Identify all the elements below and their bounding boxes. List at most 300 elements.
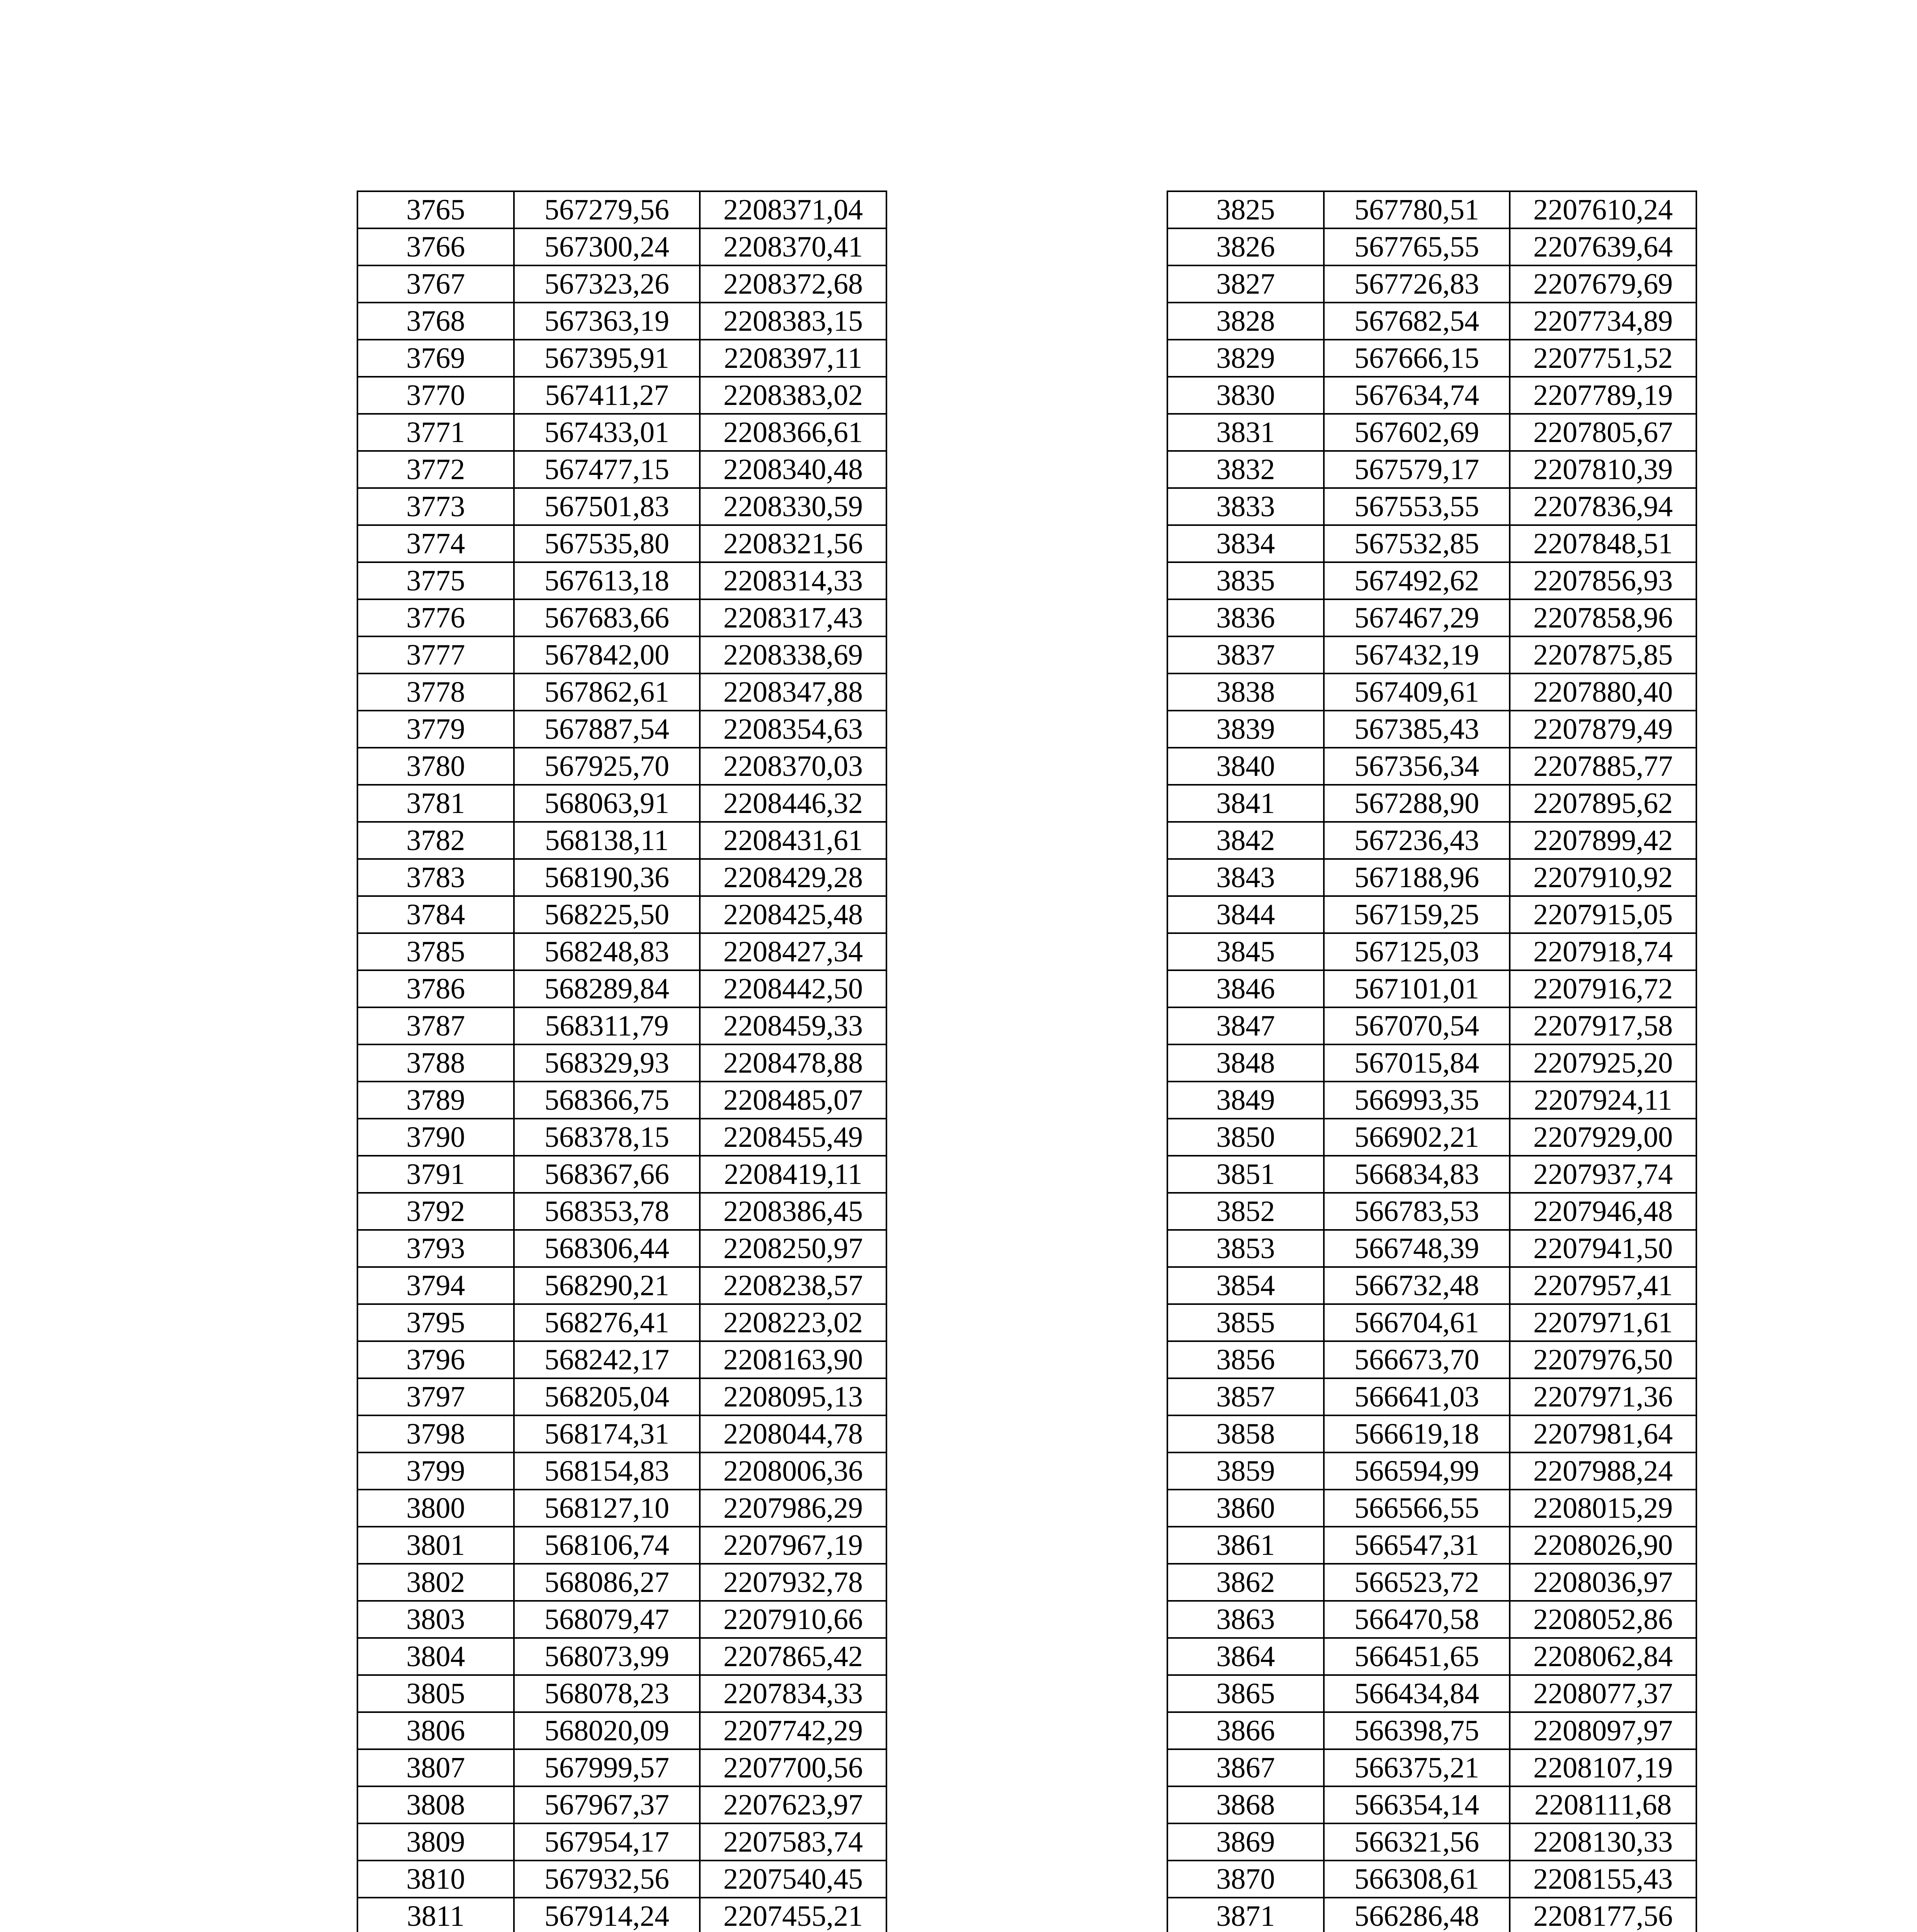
- point-number-cell: 3855: [1167, 1304, 1324, 1341]
- x-coordinate-cell: 566451,65: [1324, 1638, 1510, 1675]
- table-row: [1167, 1527, 1696, 1564]
- y-coordinate-cell: 2208036,97: [1510, 1564, 1696, 1601]
- point-number-cell: 3845: [1167, 933, 1324, 970]
- point-number-cell: 3870: [1167, 1861, 1324, 1898]
- table-row: [1167, 1712, 1696, 1749]
- y-coordinate-cell: 2207885,77: [1510, 748, 1696, 785]
- x-coordinate-cell: 566993,35: [1324, 1082, 1510, 1119]
- point-number-cell: 3783: [357, 859, 514, 896]
- y-coordinate-cell: 2208431,61: [700, 822, 886, 859]
- y-coordinate-cell: 2208442,50: [700, 970, 886, 1007]
- point-number-cell: 3837: [1167, 636, 1324, 673]
- y-coordinate-cell: 2208371,04: [700, 191, 886, 228]
- x-coordinate-cell: 567887,54: [514, 711, 700, 748]
- y-coordinate-cell: 2207971,36: [1510, 1378, 1696, 1415]
- y-coordinate-cell: 2208347,88: [700, 673, 886, 711]
- table-row: [357, 488, 886, 525]
- table-row: [357, 1193, 886, 1230]
- y-coordinate-cell: 2207805,67: [1510, 414, 1696, 451]
- y-coordinate-cell: 2208370,41: [700, 228, 886, 265]
- point-number-cell: 3840: [1167, 748, 1324, 785]
- table-row: [357, 303, 886, 340]
- table-row: [1167, 1564, 1696, 1601]
- y-coordinate-cell: 2208155,43: [1510, 1861, 1696, 1898]
- table-row: [357, 1638, 886, 1675]
- table-row: [357, 1564, 886, 1601]
- y-coordinate-cell: 2207899,42: [1510, 822, 1696, 859]
- point-number-cell: 3829: [1167, 340, 1324, 377]
- point-number-cell: 3842: [1167, 822, 1324, 859]
- point-number-cell: 3838: [1167, 673, 1324, 711]
- x-coordinate-cell: 568154,83: [514, 1452, 700, 1490]
- x-coordinate-cell: 568276,41: [514, 1304, 700, 1341]
- point-number-cell: 3826: [1167, 228, 1324, 265]
- x-coordinate-cell: 567409,61: [1324, 673, 1510, 711]
- x-coordinate-cell: 567683,66: [514, 599, 700, 636]
- point-number-cell: 3844: [1167, 896, 1324, 933]
- x-coordinate-cell: 568174,31: [514, 1415, 700, 1452]
- point-number-cell: 3853: [1167, 1230, 1324, 1267]
- point-number-cell: 3802: [357, 1564, 514, 1601]
- table-row: [357, 1601, 886, 1638]
- point-number-cell: 3803: [357, 1601, 514, 1638]
- x-coordinate-cell: 567501,83: [514, 488, 700, 525]
- x-coordinate-cell: 567477,15: [514, 451, 700, 488]
- table-row: [357, 191, 886, 228]
- x-coordinate-cell: 567070,54: [1324, 1007, 1510, 1044]
- table-row: [357, 785, 886, 822]
- y-coordinate-cell: 2207946,48: [1510, 1193, 1696, 1230]
- point-number-cell: 3794: [357, 1267, 514, 1304]
- table-row: [357, 711, 886, 748]
- table-row: [1167, 191, 1696, 228]
- table-row: [1167, 748, 1696, 785]
- table-row: [1167, 636, 1696, 673]
- y-coordinate-cell: 2207910,66: [700, 1601, 886, 1638]
- y-coordinate-cell: 2207679,69: [1510, 265, 1696, 303]
- y-coordinate-cell: 2208459,33: [700, 1007, 886, 1044]
- table-row: [357, 599, 886, 636]
- point-number-cell: 3767: [357, 265, 514, 303]
- table-row: [357, 1044, 886, 1082]
- x-coordinate-cell: 567467,29: [1324, 599, 1510, 636]
- y-coordinate-cell: 2208026,90: [1510, 1527, 1696, 1564]
- table-row: [1167, 1452, 1696, 1490]
- table-row: [357, 1490, 886, 1527]
- y-coordinate-cell: 2207988,24: [1510, 1452, 1696, 1490]
- y-coordinate-cell: 2208427,34: [700, 933, 886, 970]
- point-number-cell: 3865: [1167, 1675, 1324, 1712]
- x-coordinate-cell: 568079,47: [514, 1601, 700, 1638]
- y-coordinate-cell: 2208044,78: [700, 1415, 886, 1452]
- x-coordinate-cell: 568329,93: [514, 1044, 700, 1082]
- point-number-cell: 3857: [1167, 1378, 1324, 1415]
- table-row: [1167, 525, 1696, 562]
- y-coordinate-cell: 2208429,28: [700, 859, 886, 896]
- x-coordinate-cell: 566547,31: [1324, 1527, 1510, 1564]
- point-number-cell: 3769: [357, 340, 514, 377]
- table-row: [357, 1898, 886, 1932]
- x-coordinate-cell: 567579,17: [1324, 451, 1510, 488]
- point-number-cell: 3798: [357, 1415, 514, 1452]
- point-number-cell: 3774: [357, 525, 514, 562]
- x-coordinate-cell: 567999,57: [514, 1749, 700, 1786]
- x-coordinate-cell: 568190,36: [514, 859, 700, 896]
- x-coordinate-cell: 568138,11: [514, 822, 700, 859]
- y-coordinate-cell: 2208015,29: [1510, 1490, 1696, 1527]
- x-coordinate-cell: 567842,00: [514, 636, 700, 673]
- x-coordinate-cell: 566523,72: [1324, 1564, 1510, 1601]
- y-coordinate-cell: 2207924,11: [1510, 1082, 1696, 1119]
- table-row: [357, 340, 886, 377]
- x-coordinate-cell: 566308,61: [1324, 1861, 1510, 1898]
- table-row: [1167, 1490, 1696, 1527]
- table-row: [357, 1082, 886, 1119]
- point-number-cell: 3779: [357, 711, 514, 748]
- table-row: [1167, 228, 1696, 265]
- x-coordinate-cell: 568086,27: [514, 1564, 700, 1601]
- x-coordinate-cell: 567159,25: [1324, 896, 1510, 933]
- point-number-cell: 3827: [1167, 265, 1324, 303]
- table-row: [357, 414, 886, 451]
- x-coordinate-cell: 567780,51: [1324, 191, 1510, 228]
- x-coordinate-cell: 568242,17: [514, 1341, 700, 1378]
- table-row: [357, 636, 886, 673]
- point-number-cell: 3856: [1167, 1341, 1324, 1378]
- x-coordinate-cell: 567954,17: [514, 1823, 700, 1861]
- table-row: [357, 1786, 886, 1823]
- table-row: [1167, 1675, 1696, 1712]
- x-coordinate-cell: 567015,84: [1324, 1044, 1510, 1082]
- x-coordinate-cell: 568225,50: [514, 896, 700, 933]
- table-row: [357, 1452, 886, 1490]
- table-row: [1167, 711, 1696, 748]
- point-number-cell: 3854: [1167, 1267, 1324, 1304]
- x-coordinate-cell: 566354,14: [1324, 1786, 1510, 1823]
- table-row: [357, 970, 886, 1007]
- table-row: [1167, 451, 1696, 488]
- point-number-cell: 3846: [1167, 970, 1324, 1007]
- point-number-cell: 3777: [357, 636, 514, 673]
- y-coordinate-cell: 2207875,85: [1510, 636, 1696, 673]
- x-coordinate-cell: 567236,43: [1324, 822, 1510, 859]
- point-number-cell: 3852: [1167, 1193, 1324, 1230]
- y-coordinate-cell: 2208455,49: [700, 1119, 886, 1156]
- y-coordinate-cell: 2207540,45: [700, 1861, 886, 1898]
- point-number-cell: 3805: [357, 1675, 514, 1712]
- point-number-cell: 3800: [357, 1490, 514, 1527]
- x-coordinate-cell: 566594,99: [1324, 1452, 1510, 1490]
- y-coordinate-cell: 2207981,64: [1510, 1415, 1696, 1452]
- point-number-cell: 3791: [357, 1156, 514, 1193]
- table-row: [357, 451, 886, 488]
- y-coordinate-cell: 2208238,57: [700, 1267, 886, 1304]
- point-number-cell: 3847: [1167, 1007, 1324, 1044]
- table-row: [1167, 377, 1696, 414]
- point-number-cell: 3843: [1167, 859, 1324, 896]
- y-coordinate-cell: 2208163,90: [700, 1341, 886, 1378]
- point-number-cell: 3787: [357, 1007, 514, 1044]
- point-number-cell: 3863: [1167, 1601, 1324, 1638]
- y-coordinate-cell: 2208383,15: [700, 303, 886, 340]
- table-row: [1167, 822, 1696, 859]
- point-number-cell: 3864: [1167, 1638, 1324, 1675]
- table-row: [1167, 599, 1696, 636]
- table-row: [1167, 970, 1696, 1007]
- x-coordinate-cell: 568248,83: [514, 933, 700, 970]
- point-number-cell: 3780: [357, 748, 514, 785]
- x-coordinate-cell: 568106,74: [514, 1527, 700, 1564]
- x-coordinate-cell: 568367,66: [514, 1156, 700, 1193]
- y-coordinate-cell: 2208052,86: [1510, 1601, 1696, 1638]
- y-coordinate-cell: 2207917,58: [1510, 1007, 1696, 1044]
- point-number-cell: 3850: [1167, 1119, 1324, 1156]
- point-number-cell: 3808: [357, 1786, 514, 1823]
- point-number-cell: 3786: [357, 970, 514, 1007]
- x-coordinate-cell: 568020,09: [514, 1712, 700, 1749]
- point-number-cell: 3861: [1167, 1527, 1324, 1564]
- table-row: [1167, 1823, 1696, 1861]
- point-number-cell: 3768: [357, 303, 514, 340]
- y-coordinate-cell: 2207834,33: [700, 1675, 886, 1712]
- x-coordinate-cell: 567932,56: [514, 1861, 700, 1898]
- y-coordinate-cell: 2207583,74: [700, 1823, 886, 1861]
- table-row: [1167, 1601, 1696, 1638]
- point-number-cell: 3789: [357, 1082, 514, 1119]
- x-coordinate-cell: 568353,78: [514, 1193, 700, 1230]
- y-coordinate-cell: 2207932,78: [700, 1564, 886, 1601]
- table-row: [357, 1749, 886, 1786]
- x-coordinate-cell: 567634,74: [1324, 377, 1510, 414]
- x-coordinate-cell: 567602,69: [1324, 414, 1510, 451]
- y-coordinate-cell: 2208354,63: [700, 711, 886, 748]
- table-row: [357, 1341, 886, 1378]
- point-number-cell: 3773: [357, 488, 514, 525]
- point-number-cell: 3825: [1167, 191, 1324, 228]
- point-number-cell: 3862: [1167, 1564, 1324, 1601]
- x-coordinate-cell: 568063,91: [514, 785, 700, 822]
- table-row: [357, 1304, 886, 1341]
- y-coordinate-cell: 2207856,93: [1510, 562, 1696, 599]
- y-coordinate-cell: 2207751,52: [1510, 340, 1696, 377]
- x-coordinate-cell: 567666,15: [1324, 340, 1510, 377]
- y-coordinate-cell: 2208107,19: [1510, 1749, 1696, 1786]
- point-number-cell: 3775: [357, 562, 514, 599]
- table-row: [1167, 1193, 1696, 1230]
- y-coordinate-cell: 2207700,56: [700, 1749, 886, 1786]
- y-coordinate-cell: 2208340,48: [700, 451, 886, 488]
- table-row: [1167, 340, 1696, 377]
- table-row: [1167, 265, 1696, 303]
- y-coordinate-cell: 2208314,33: [700, 562, 886, 599]
- point-number-cell: 3833: [1167, 488, 1324, 525]
- table-row: [357, 822, 886, 859]
- y-coordinate-cell: 2208330,59: [700, 488, 886, 525]
- x-coordinate-cell: 566321,56: [1324, 1823, 1510, 1861]
- y-coordinate-cell: 2208485,07: [700, 1082, 886, 1119]
- x-coordinate-cell: 566398,75: [1324, 1712, 1510, 1749]
- y-coordinate-cell: 2208077,37: [1510, 1675, 1696, 1712]
- point-number-cell: 3771: [357, 414, 514, 451]
- point-number-cell: 3806: [357, 1712, 514, 1749]
- table-row: [357, 1378, 886, 1415]
- y-coordinate-cell: 2208372,68: [700, 265, 886, 303]
- table-row: [1167, 785, 1696, 822]
- y-coordinate-cell: 2208177,56: [1510, 1898, 1696, 1932]
- table-row: [1167, 1415, 1696, 1452]
- point-number-cell: 3859: [1167, 1452, 1324, 1490]
- y-coordinate-cell: 2207918,74: [1510, 933, 1696, 970]
- x-coordinate-cell: 567492,62: [1324, 562, 1510, 599]
- y-coordinate-cell: 2207976,50: [1510, 1341, 1696, 1378]
- table-row: [357, 377, 886, 414]
- y-coordinate-cell: 2208111,68: [1510, 1786, 1696, 1823]
- x-coordinate-cell: 568073,99: [514, 1638, 700, 1675]
- x-coordinate-cell: 568127,10: [514, 1490, 700, 1527]
- x-coordinate-cell: 566902,21: [1324, 1119, 1510, 1156]
- table-row: [1167, 1230, 1696, 1267]
- y-coordinate-cell: 2207639,64: [1510, 228, 1696, 265]
- point-number-cell: 3796: [357, 1341, 514, 1378]
- point-number-cell: 3867: [1167, 1749, 1324, 1786]
- point-number-cell: 3835: [1167, 562, 1324, 599]
- y-coordinate-cell: 2208338,69: [700, 636, 886, 673]
- table-row: [357, 859, 886, 896]
- table-row: [1167, 933, 1696, 970]
- point-number-cell: 3765: [357, 191, 514, 228]
- table-row: [1167, 414, 1696, 451]
- x-coordinate-cell: 567385,43: [1324, 711, 1510, 748]
- y-coordinate-cell: 2208370,03: [700, 748, 886, 785]
- y-coordinate-cell: 2208006,36: [700, 1452, 886, 1490]
- x-coordinate-cell: 567914,24: [514, 1898, 700, 1932]
- point-number-cell: 3793: [357, 1230, 514, 1267]
- x-coordinate-cell: 567279,56: [514, 191, 700, 228]
- point-number-cell: 3841: [1167, 785, 1324, 822]
- table-row: [1167, 896, 1696, 933]
- x-coordinate-cell: 566470,58: [1324, 1601, 1510, 1638]
- x-coordinate-cell: 568378,15: [514, 1119, 700, 1156]
- y-coordinate-cell: 2208130,33: [1510, 1823, 1696, 1861]
- y-coordinate-cell: 2208478,88: [700, 1044, 886, 1082]
- x-coordinate-cell: 567862,61: [514, 673, 700, 711]
- table-row: [1167, 1749, 1696, 1786]
- y-coordinate-cell: 2207879,49: [1510, 711, 1696, 748]
- point-number-cell: 3869: [1167, 1823, 1324, 1861]
- table-row: [1167, 303, 1696, 340]
- table-row: [357, 265, 886, 303]
- y-coordinate-cell: 2208446,32: [700, 785, 886, 822]
- point-number-cell: 3832: [1167, 451, 1324, 488]
- x-coordinate-cell: 566434,84: [1324, 1675, 1510, 1712]
- table-row: [357, 1415, 886, 1452]
- point-number-cell: 3811: [357, 1898, 514, 1932]
- table-row: [357, 933, 886, 970]
- point-number-cell: 3795: [357, 1304, 514, 1341]
- table-row: [1167, 562, 1696, 599]
- x-coordinate-cell: 567925,70: [514, 748, 700, 785]
- y-coordinate-cell: 2207789,19: [1510, 377, 1696, 414]
- point-number-cell: 3834: [1167, 525, 1324, 562]
- y-coordinate-cell: 2208321,56: [700, 525, 886, 562]
- point-number-cell: 3799: [357, 1452, 514, 1490]
- x-coordinate-cell: 566641,03: [1324, 1378, 1510, 1415]
- point-number-cell: 3851: [1167, 1156, 1324, 1193]
- point-number-cell: 3781: [357, 785, 514, 822]
- x-coordinate-cell: 567395,91: [514, 340, 700, 377]
- point-number-cell: 3858: [1167, 1415, 1324, 1452]
- x-coordinate-cell: 567532,85: [1324, 525, 1510, 562]
- table-row: [357, 1823, 886, 1861]
- point-number-cell: 3831: [1167, 414, 1324, 451]
- table-row: [357, 673, 886, 711]
- table-row: [357, 228, 886, 265]
- x-coordinate-cell: 567125,03: [1324, 933, 1510, 970]
- y-coordinate-cell: 2207915,05: [1510, 896, 1696, 933]
- point-number-cell: 3788: [357, 1044, 514, 1082]
- y-coordinate-cell: 2207986,29: [700, 1490, 886, 1527]
- y-coordinate-cell: 2207742,29: [700, 1712, 886, 1749]
- table-row: [357, 1007, 886, 1044]
- point-number-cell: 3860: [1167, 1490, 1324, 1527]
- y-coordinate-cell: 2207734,89: [1510, 303, 1696, 340]
- y-coordinate-cell: 2208223,02: [700, 1304, 886, 1341]
- point-number-cell: 3839: [1167, 711, 1324, 748]
- x-coordinate-cell: 568306,44: [514, 1230, 700, 1267]
- point-number-cell: 3868: [1167, 1786, 1324, 1823]
- point-number-cell: 3797: [357, 1378, 514, 1415]
- x-coordinate-cell: 567553,55: [1324, 488, 1510, 525]
- point-number-cell: 3785: [357, 933, 514, 970]
- table-row: [1167, 673, 1696, 711]
- point-number-cell: 3792: [357, 1193, 514, 1230]
- y-coordinate-cell: 2207895,62: [1510, 785, 1696, 822]
- x-coordinate-cell: 567726,83: [1324, 265, 1510, 303]
- table-row: [357, 1119, 886, 1156]
- table-row: [357, 562, 886, 599]
- table-row: [1167, 1861, 1696, 1898]
- coordinate-table-left: [357, 190, 887, 1932]
- y-coordinate-cell: 2208062,84: [1510, 1638, 1696, 1675]
- x-coordinate-cell: 568205,04: [514, 1378, 700, 1415]
- point-number-cell: 3778: [357, 673, 514, 711]
- y-coordinate-cell: 2208419,11: [700, 1156, 886, 1193]
- y-coordinate-cell: 2207967,19: [700, 1527, 886, 1564]
- y-coordinate-cell: 2207937,74: [1510, 1156, 1696, 1193]
- x-coordinate-cell: 567967,37: [514, 1786, 700, 1823]
- x-coordinate-cell: 568078,23: [514, 1675, 700, 1712]
- y-coordinate-cell: 2207910,92: [1510, 859, 1696, 896]
- y-coordinate-cell: 2208317,43: [700, 599, 886, 636]
- point-number-cell: 3830: [1167, 377, 1324, 414]
- point-number-cell: 3776: [357, 599, 514, 636]
- table-row: [1167, 1044, 1696, 1082]
- table-row: [357, 1861, 886, 1898]
- y-coordinate-cell: 2207957,41: [1510, 1267, 1696, 1304]
- y-coordinate-cell: 2208250,97: [700, 1230, 886, 1267]
- point-number-cell: 3866: [1167, 1712, 1324, 1749]
- table-row: [1167, 1082, 1696, 1119]
- y-coordinate-cell: 2208097,97: [1510, 1712, 1696, 1749]
- table-row: [357, 1712, 886, 1749]
- table-row: [357, 1675, 886, 1712]
- y-coordinate-cell: 2207880,40: [1510, 673, 1696, 711]
- x-coordinate-cell: 566673,70: [1324, 1341, 1510, 1378]
- table-row: [1167, 1341, 1696, 1378]
- table-row: [1167, 1267, 1696, 1304]
- table-row: [357, 1230, 886, 1267]
- x-coordinate-cell: 568290,21: [514, 1267, 700, 1304]
